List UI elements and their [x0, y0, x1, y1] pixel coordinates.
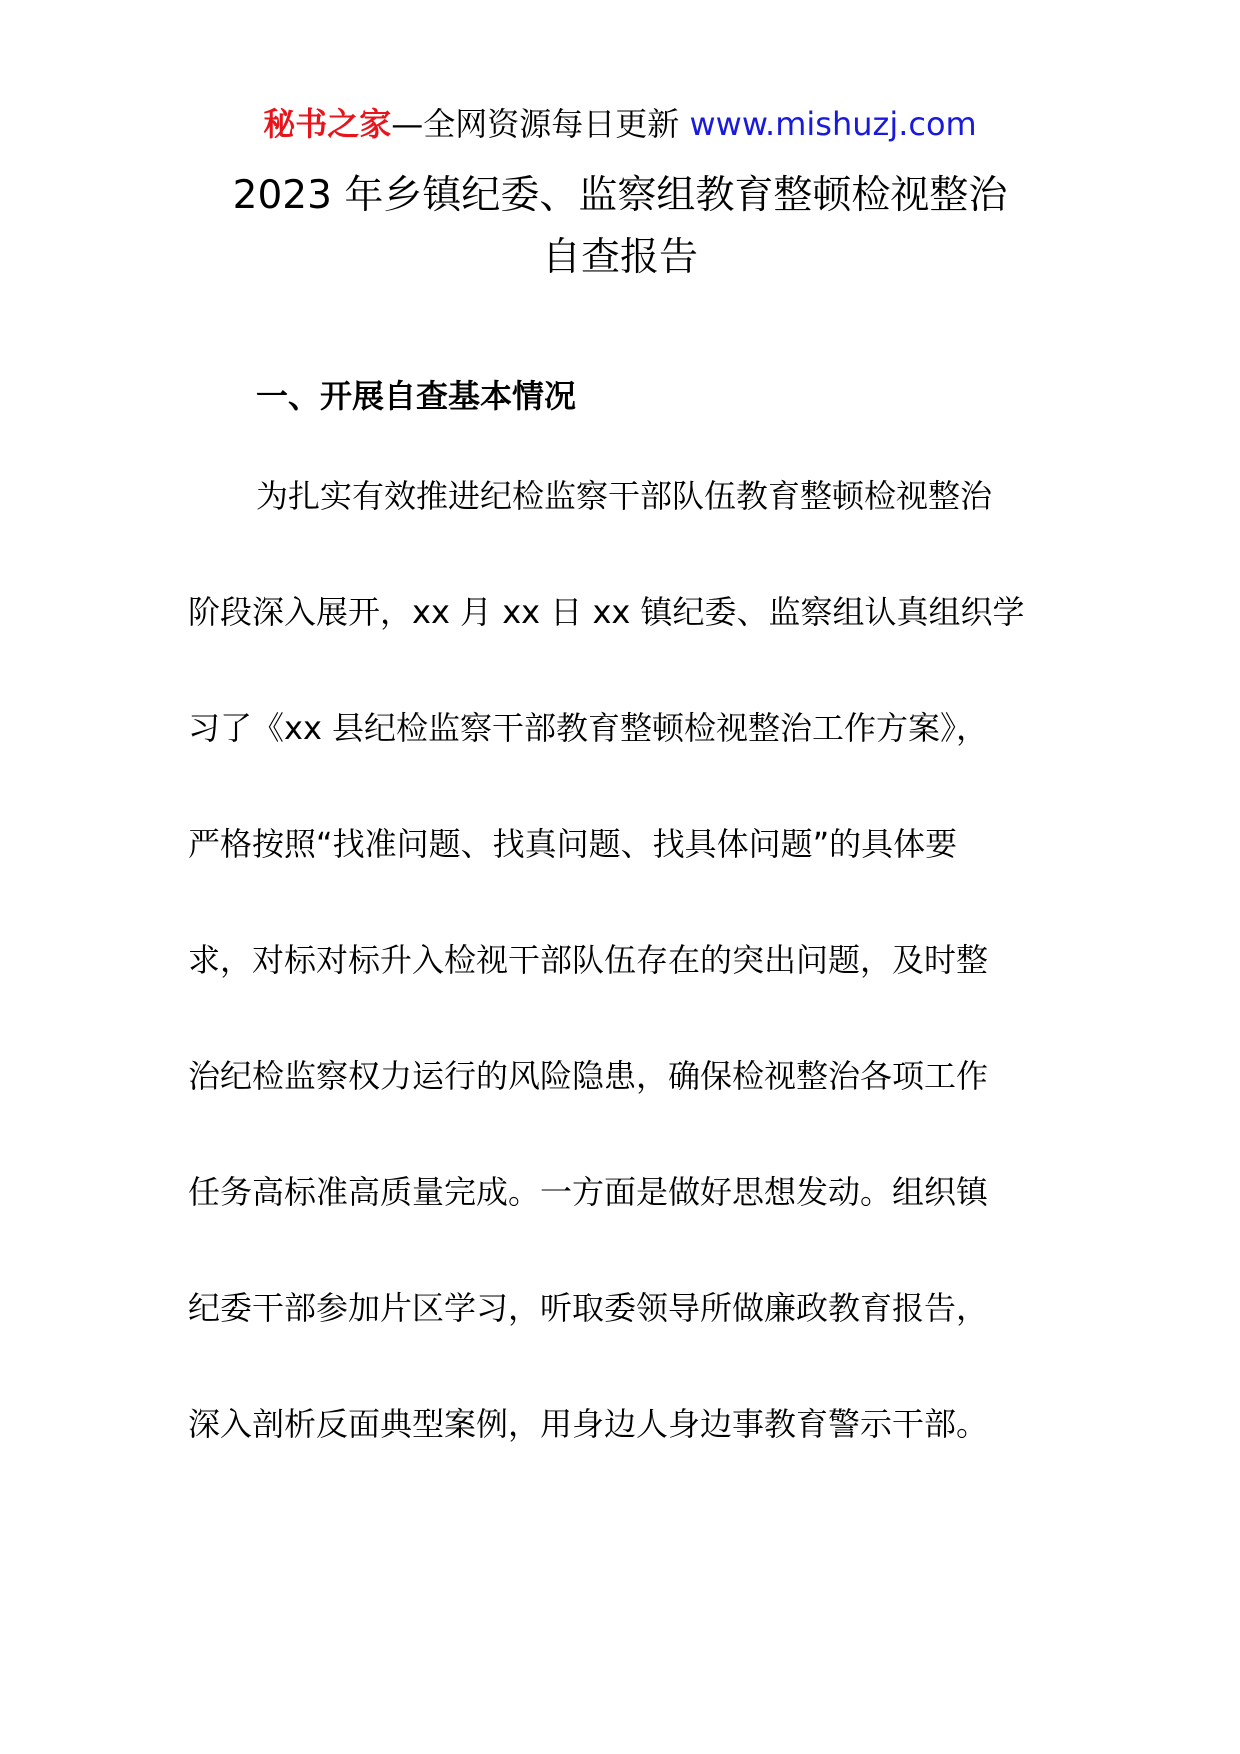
document-title-line: 2023 年乡镇纪委、监察组教育整顿检视整治 [232, 173, 1008, 218]
paragraph-line: 纪委干部参加片区学习，听取委领导所做廉政教育报告， [188, 1289, 989, 1327]
brand-name: 秘书之家 [263, 105, 392, 143]
paragraph-line: 治纪检监察权力运行的风险隐患，确保检视整治各项工作 [188, 1057, 989, 1095]
paragraph-line: 任务高标准高质量完成。一方面是做好思想发动。组织镇 [188, 1173, 989, 1211]
paragraph-line: 求，对标对标升入检视干部队伍存在的突出问题，及时整 [188, 941, 989, 979]
paragraph-line: 严格按照“找准问题、找真问题、找具体问题”的具体要 [188, 825, 958, 863]
document-title-line: 自查报告 [541, 235, 698, 280]
paragraph-line: 深入剖析反面典型案例，用身边人身边事教育警示干部。 [188, 1405, 989, 1443]
site-header [0, 104, 1240, 144]
site-url-link[interactable]: www.mishuzj.com [689, 105, 977, 143]
paragraph-line: 习了《xx 县纪检监察干部教育整顿检视整治工作方案》， [188, 709, 989, 747]
section-heading: 一、开展自查基本情况 [256, 377, 577, 415]
header-tagline: —全网资源每日更新 [391, 105, 690, 143]
document-title [190, 165, 1050, 289]
paragraph-line: 阶段深入展开，xx 月 xx 日 xx 镇纪委、监察组认真组织学 [188, 593, 1025, 631]
paragraph-line: 为扎实有效推进纪检监察干部队伍教育整顿检视整治 [256, 477, 993, 515]
